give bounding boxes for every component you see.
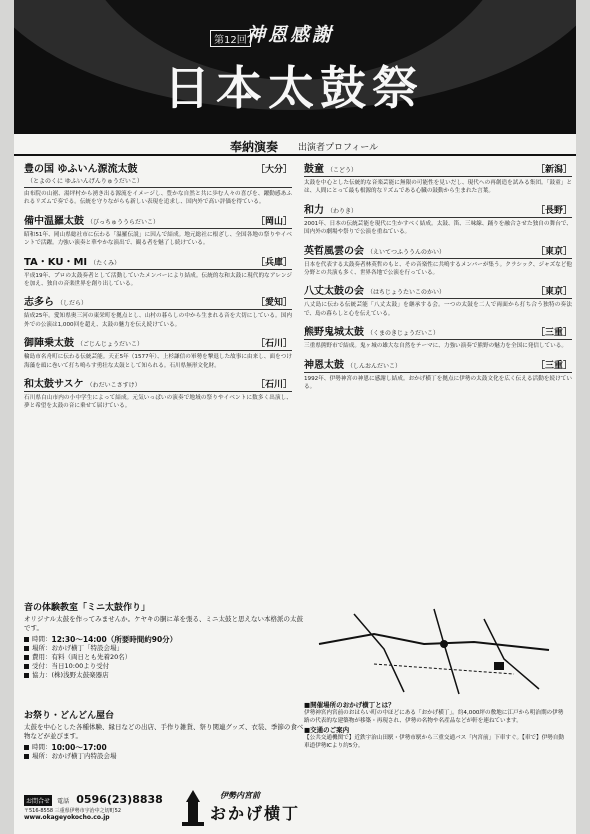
tower-icon [180, 788, 206, 828]
performer-header [304, 356, 572, 373]
performer-entry [24, 293, 292, 329]
performer-entry [24, 375, 292, 411]
address: 〒516-8558 三重県伊勢市宇治中之切町52 [24, 808, 122, 814]
performer-entry [304, 282, 572, 318]
performer-description: 輪島市名舟町に伝わる伝統芸能。天正5年（1577年）、上杉謙信の軍勢を撃退した故事に由来し、面をつけ海藻を頭に巻いて打ち鳴らす勇壮な太鼓として知られる。石川県無形文化財。 [24, 354, 292, 369]
performer-header [304, 201, 572, 218]
performer-region: ［三重］ [535, 360, 572, 371]
venue-info-heading: ■開催場所のおかげ横丁とは？ [304, 701, 395, 709]
edition-badge: 第12回 [210, 30, 251, 47]
performer-header [24, 375, 292, 392]
performer-name: 和太鼓サスケ （わだいこさすけ） [24, 379, 141, 391]
performer-column-left [24, 160, 292, 416]
performer-region: ［長野］ [535, 205, 572, 216]
performer-header [304, 160, 572, 177]
performer-column-right [304, 160, 572, 396]
square-bullet-icon [24, 664, 29, 669]
performer-description: 日本を代表する太鼓奏者林英哲のもと、その音楽性に共鳴するメンバーが集う。クラシック、ジャズなど他分野との共演も多く、世界各地で公演を行っている。 [304, 261, 572, 277]
performer-name: 英哲風雲の会 （えいてつふううんのかい） [304, 245, 446, 257]
workshop-description: オリジナル太鼓を作ってみませんか。ケヤキの胴に革を張る、ミニ太鼓と思えない本格派の太鼓です。 [24, 615, 304, 632]
performer-region: ［東京］ [535, 287, 572, 298]
performer-name: 鼓童 （こどう） [304, 164, 358, 175]
okage-yokocho-logo [180, 788, 310, 828]
square-bullet-icon [24, 673, 29, 678]
performer-name: 八丈太鼓の会 （はちじょうたいこのかい） [304, 286, 446, 298]
performer-header [304, 323, 572, 340]
performer-description: 結成25年。愛知県奥三河の東栄町を拠点とし、山村の暮らしの中から生まれる音を大切にしている。国内外での公演は1,000回を超え、太鼓の魅力を伝え続けている。 [24, 313, 292, 328]
performer-entry [304, 323, 572, 350]
logo-title: おかげ横丁 [210, 804, 301, 823]
performer-reading: （わだいこさすけ） [86, 382, 141, 390]
contact-tag: お問合せ [24, 795, 52, 806]
performer-reading: （わりき） [327, 207, 358, 215]
performer-entry [304, 160, 572, 196]
workshop-section [24, 600, 304, 680]
performer-entry [24, 253, 292, 289]
performer-region: ［三重］ [535, 328, 572, 339]
logo-subtitle: 伊勢内宮前 [220, 790, 260, 800]
performer-region: ［新潟］ [535, 165, 572, 175]
workshop-row: 協力： (株)浅野太鼓楽器店 [24, 671, 304, 680]
performer-region: ［石川］ [255, 380, 292, 391]
event-title: 日本太鼓祭 [164, 61, 424, 115]
performer-description: 石川県白山市内の小中学生によって結成。元気いっぱいの演奏で地域の祭りやイベントに数多く出演し、夢と希望を太鼓の音に乗せて届けている。 [24, 395, 292, 410]
performer-entry [304, 201, 572, 237]
venue-info [304, 700, 566, 750]
food-row: 場所： おかげ横丁内特設会場 [24, 752, 304, 761]
phone-label: 電話 [57, 798, 70, 805]
square-bullet-icon [24, 754, 29, 759]
performer-region: ［東京］ [535, 246, 572, 257]
workshop-title: 音の体験教室「ミニ太鼓作り」 [24, 603, 151, 613]
contact-footer [24, 788, 314, 828]
performer-header [24, 160, 292, 188]
performer-header [304, 242, 572, 259]
performer-description: 昭和51年、岡山県総社市に伝わる「温羅伝説」に因んで結成。地元総社に根ざし、全国各地の祭りやイベントで活躍。力強い演奏と華やかな演出で、観る者を魅了し続けている。 [24, 231, 292, 247]
performer-description: 平成19年、プロの太鼓奏者として活動していたメンバーにより結成。伝統的な和太鼓に現代的なアレンジを加え、独自の音楽世界を創り出している。 [24, 272, 292, 288]
food-stall-section [24, 708, 304, 761]
food-description: 太鼓を中心とした各種体験、縁日などの出店、手作り雑貨、祭り関連グッズ、衣装、季節の食べ物などが並びます。 [24, 723, 304, 740]
workshop-row: 時間： 12:30〜14:00（所要時間約90分） [24, 635, 304, 644]
access-map [314, 604, 554, 696]
section-title: 奉納演奏 [230, 140, 279, 154]
performer-region: ［兵庫］ [255, 257, 292, 268]
performer-reading: （はちじょうたいこのかい） [367, 289, 446, 297]
performer-region: ［岡山］ [255, 216, 292, 227]
square-bullet-icon [24, 637, 29, 642]
performer-name: 和力 （わりき） [304, 204, 358, 216]
performer-name: 豊の国 ゆふいん源流太鼓（とよのくに ゆふいんげんりゅうだいこ） [24, 164, 143, 185]
performer-reading: （しだら） [57, 300, 88, 308]
performer-reading: （しんおんだいこ） [347, 362, 402, 370]
workshop-row: 受付： 当日10:00より受付 [24, 662, 304, 671]
performer-description: 八丈島に伝わる伝統芸能「八丈太鼓」を継承する会。一つの太鼓を二人で両面から打ち合う独特の奏法で、島の暮らしと心を伝えている。 [304, 302, 572, 317]
access-text: 【公共交通機関で】近鉄宇治山田駅・伊勢市駅から三重交通バス「内宮前」下車すぐ。【車で】伊勢自動車道伊勢ICより約5分。 [304, 735, 564, 749]
performer-entry [304, 242, 572, 278]
performer-region: ［石川］ [255, 339, 292, 350]
performer-reading: （こどう） [327, 167, 358, 174]
event-subtitle: 神恩感謝 [246, 24, 335, 46]
performer-description: 太鼓を中心とした伝統的な音楽芸能に無限の可能性を見いだし、現代への再創造を試みる集団。「鼓童」とは、人間にとって最も根源的なリズムである心臓の鼓動から生まれた言葉。 [304, 180, 572, 195]
performer-name: 熊野鬼城太鼓 （くまのきじょうだいこ） [304, 327, 440, 339]
performer-entry [24, 334, 292, 370]
square-bullet-icon [24, 745, 29, 750]
phone-number: 0596(23)8838 [76, 793, 163, 806]
section-divider [14, 135, 576, 156]
square-bullet-icon [24, 655, 29, 660]
workshop-row: 費用： 有料（両日とも先着20名） [24, 653, 304, 662]
performer-description: 2001年、日本の伝統芸能を現代に生かすべく結成。太鼓、笛、三味線、踊りを融合させた独自の舞台で、国内外の劇場や祭りで公演を重ねている。 [304, 220, 572, 236]
performer-reading: （とよのくに ゆふいんげんりゅうだいこ） [27, 178, 143, 185]
performer-header [24, 334, 292, 351]
performer-reading: （ごじんじょうだいこ） [77, 341, 144, 349]
performer-entry [24, 160, 292, 207]
website-link[interactable]: www.okageyokocho.co.jp [24, 814, 110, 821]
performer-name: 志多ら （しだら） [24, 297, 88, 309]
performer-entry [304, 356, 572, 392]
performer-name: TA・KU・MI （たくみ） [24, 256, 121, 268]
section-subtitle: 出演者プロフィール [298, 143, 379, 153]
food-title: お祭り・どんどん屋台 [24, 711, 115, 721]
performer-reading: （くまのきじょうだいこ） [367, 330, 440, 338]
performer-name: 神恩太鼓 （しんおんだいこ） [304, 359, 402, 371]
header-banner [14, 0, 576, 134]
performer-region: ［愛知］ [255, 298, 292, 309]
performer-region: ［大分］ [256, 165, 293, 175]
flyer-page [14, 0, 576, 834]
performer-header [24, 212, 292, 229]
performer-name: 御陣乗太鼓 （ごじんじょうだいこ） [24, 338, 144, 350]
performer-description: 1992年、伊勢神宮の神恩に感謝し結成。おかげ横丁を拠点に伊勢の太鼓文化を広く伝える活動を続けている。 [304, 375, 572, 391]
performer-reading: （たくみ） [90, 259, 121, 267]
performer-name: 備中温羅太鼓 （びっちゅううらだいこ） [24, 215, 160, 227]
performer-description: 由布院の山裾、湯坪村から湧き出る源流をイメージし、豊かな自然と共に歩む人々の喜びを、躍動感あふれるリズムで奏でる。伝統を守りながらも新しい表現を追求し、国内外で高い評価を得ている。 [24, 191, 292, 206]
performer-reading: （びっちゅううらだいこ） [87, 218, 160, 226]
performer-entry [24, 212, 292, 248]
performer-header [24, 253, 292, 270]
performer-header [24, 293, 292, 310]
performer-description: 三重県熊野市で結成。鬼ヶ城の雄大な自然をテーマに、力強い演奏で熊野の魅力を全国に発信している。 [304, 343, 567, 350]
performer-reading: （えいてつふううんのかい） [367, 248, 446, 256]
workshop-row: 場所： おかげ横丁「特設会場」 [24, 644, 304, 653]
performer-header [304, 282, 572, 299]
access-heading: ■交通のご案内 [304, 726, 350, 734]
food-row: 時間： 10:00〜17:00 [24, 743, 304, 752]
square-bullet-icon [24, 646, 29, 651]
venue-info-text: 伊勢神宮内宮前のおはらい町の中ほどにある「おかげ横丁」。約4,000坪の敷地に江戸から明治期の伊勢路の代表的な建築物が移築・再現され、伊勢の名物や名産品などが軒を連ねています。 [304, 710, 564, 724]
